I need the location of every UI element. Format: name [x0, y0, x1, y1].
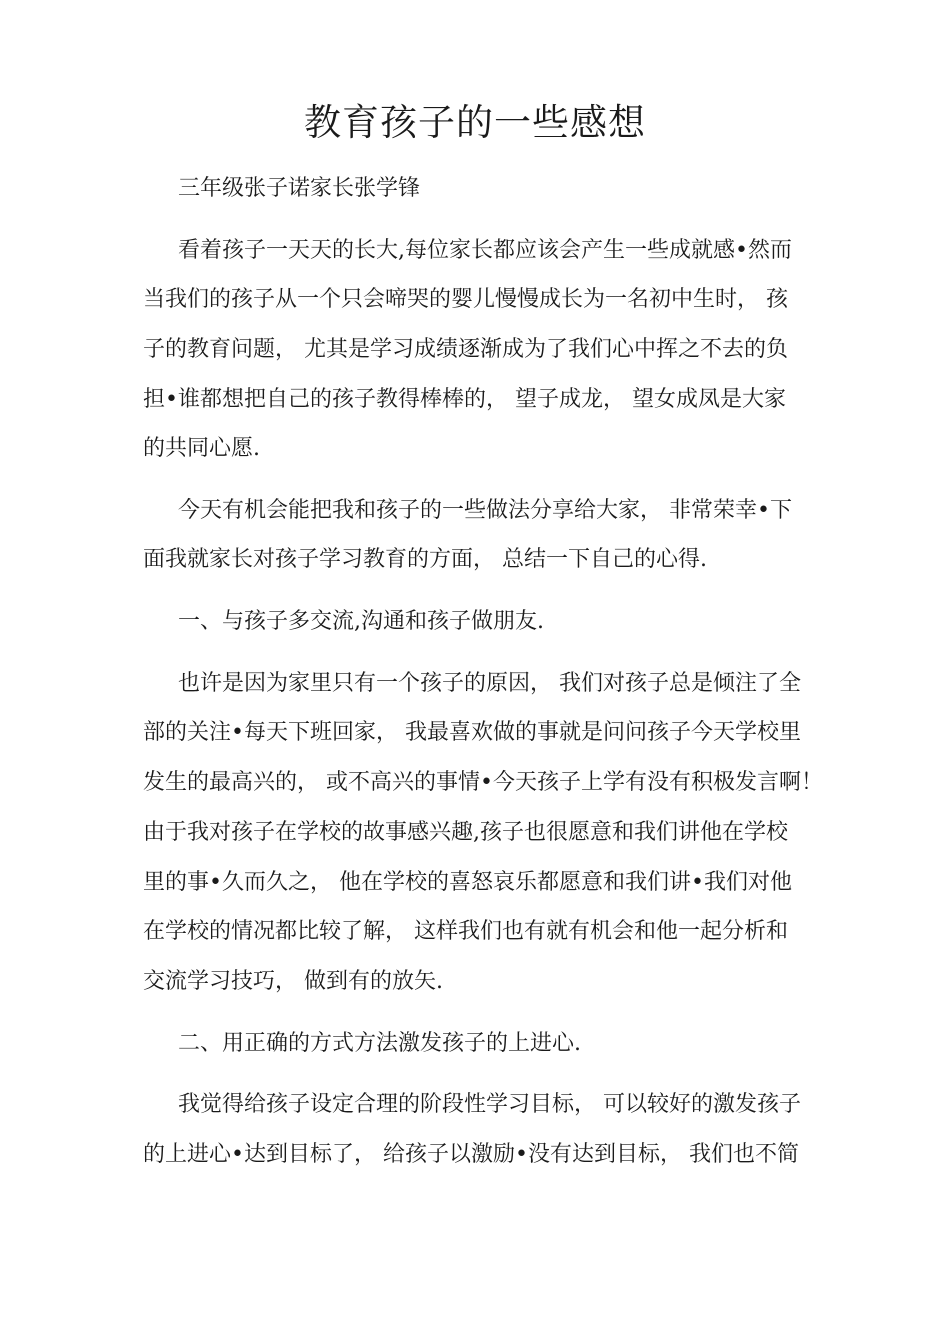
author-line: 三年级张子诺家长张学锋 [178, 176, 421, 201]
section-heading: 二、用正确的方式方法激发孩子的上进心. [178, 1031, 581, 1056]
paragraph-line: 里的事•久而久之， 他在学校的喜怒哀乐都愿意和我们讲•我们对他 [143, 870, 792, 895]
paragraph-line: 担•谁都想把自己的孩子教得棒棒的， 望子成龙， 望女成凤是大家 [143, 387, 786, 412]
paragraph-line: 部的关注•每天下班回家， 我最喜欢做的事就是问问孩子今天学校里 [143, 720, 801, 745]
document-title: 教育孩子的一些感想 [304, 101, 646, 144]
paragraph-line: 交流学习技巧， 做到有的放矢. [143, 969, 443, 994]
paragraph-line: 今天有机会能把我和孩子的一些做法分享给大家， 非常荣幸•下 [178, 498, 792, 523]
paragraph-line: 在学校的情况都比较了解， 这样我们也有就有机会和他一起分析和 [143, 919, 788, 944]
paragraph-line: 发生的最高兴的， 或不高兴的事情•今天孩子上学有没有积极发言啊！ [143, 770, 823, 795]
section-heading: 一、与孩子多交流,沟通和孩子做朋友. [178, 609, 544, 634]
paragraph-line: 也许是因为家里只有一个孩子的原因， 我们对孩子总是倾注了全 [178, 671, 801, 696]
paragraph-line: 子的教育问题， 尤其是学习成绩逐渐成为了我们心中挥之不去的负 [143, 337, 788, 362]
paragraph-line: 面我就家长对孩子学习教育的方面， 总结一下自己的心得. [143, 547, 707, 572]
paragraph-line: 由于我对孩子在学校的故事感兴趣,孩子也很愿意和我们讲他在学校 [143, 820, 788, 845]
paragraph-line: 我觉得给孩子设定合理的阶段性学习目标， 可以较好的激发孩子 [178, 1092, 801, 1117]
paragraph-line: 的上进心•达到目标了， 给孩子以激励•没有达到目标， 我们也不简 [143, 1142, 799, 1167]
paragraph-line: 的共同心愿. [143, 436, 260, 461]
paragraph-line: 当我们的孩子从一个只会啼哭的婴儿慢慢成长为一名初中生时， 孩 [143, 287, 788, 312]
paragraph-line: 看着孩子一天天的长大,每位家长都应该会产生一些成就感•然而 [178, 238, 792, 263]
